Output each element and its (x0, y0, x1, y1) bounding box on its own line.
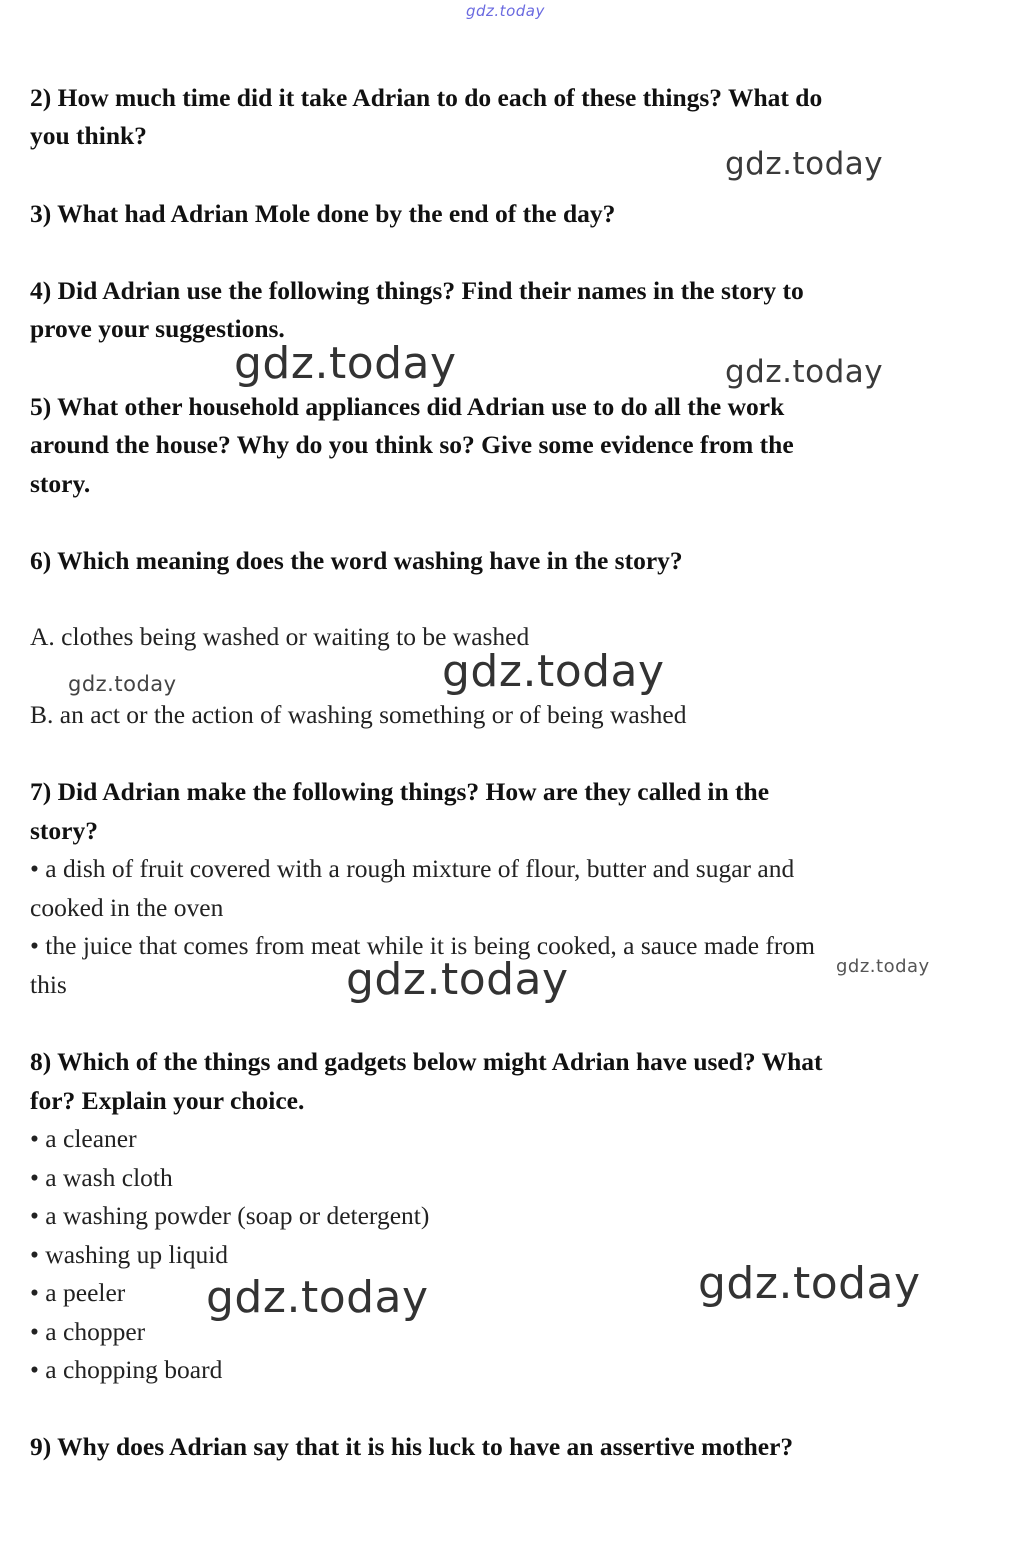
watermark: gdz.today (442, 646, 665, 697)
list-item: cooked in the oven (30, 893, 224, 922)
question-7-line-1: 7) Did Adrian make the following things? How are they called in the (30, 777, 770, 806)
watermark: gdz.today (725, 146, 884, 182)
list-item: • a washing powder (soap or detergent) (30, 1201, 430, 1230)
watermark: gdz.today (836, 956, 930, 977)
list-item: • a peeler (30, 1278, 126, 1307)
question-4-line-2: prove your suggestions. (30, 314, 285, 343)
option-b: B. an act or the action of washing something or of being washed (30, 700, 687, 729)
watermark: gdz.today (68, 672, 177, 696)
watermark: gdz.today (698, 1258, 921, 1309)
list-item: • the juice that comes from meat while it is being cooked, a sauce made from (30, 931, 815, 960)
question-2-line-2: you think? (30, 121, 147, 150)
list-item: • a chopper (30, 1317, 146, 1346)
watermark: gdz.today (234, 338, 457, 389)
question-8-line-1: 8) Which of the things and gadgets below might Adrian have used? What (30, 1047, 823, 1076)
list-item: • washing up liquid (30, 1240, 229, 1269)
list-item: this (30, 970, 67, 999)
list-item: • a cleaner (30, 1124, 137, 1153)
watermark: gdz.today (725, 354, 884, 390)
question-5-line-2: around the house? Why do you think so? Give some evidence from the (30, 430, 794, 459)
question-3: 3) What had Adrian Mole done by the end of the day? (30, 199, 616, 228)
list-item: • a chopping board (30, 1355, 223, 1384)
watermark-top: gdz.today (466, 2, 545, 20)
option-a: A. clothes being washed or waiting to be washed (30, 622, 530, 651)
question-9: 9) Why does Adrian say that it is his luck to have an assertive mother? (30, 1432, 794, 1461)
question-5-line-3: story. (30, 469, 91, 498)
list-item: • a dish of fruit covered with a rough mixture of flour, butter and sugar and (30, 854, 795, 883)
watermark: gdz.today (346, 954, 569, 1005)
list-item: • a wash cloth (30, 1163, 173, 1192)
question-8-line-2: for? Explain your choice. (30, 1086, 305, 1115)
watermark: gdz.today (206, 1272, 429, 1323)
question-6: 6) Which meaning does the word washing have in the story? (30, 546, 683, 575)
question-2-line-1: 2) How much time did it take Adrian to do each of these things? What do (30, 83, 823, 112)
question-7-line-2: story? (30, 816, 98, 845)
question-5-line-1: 5) What other household appliances did Adrian use to do all the work (30, 392, 785, 421)
question-4-line-1: 4) Did Adrian use the following things? Find their names in the story to (30, 276, 804, 305)
